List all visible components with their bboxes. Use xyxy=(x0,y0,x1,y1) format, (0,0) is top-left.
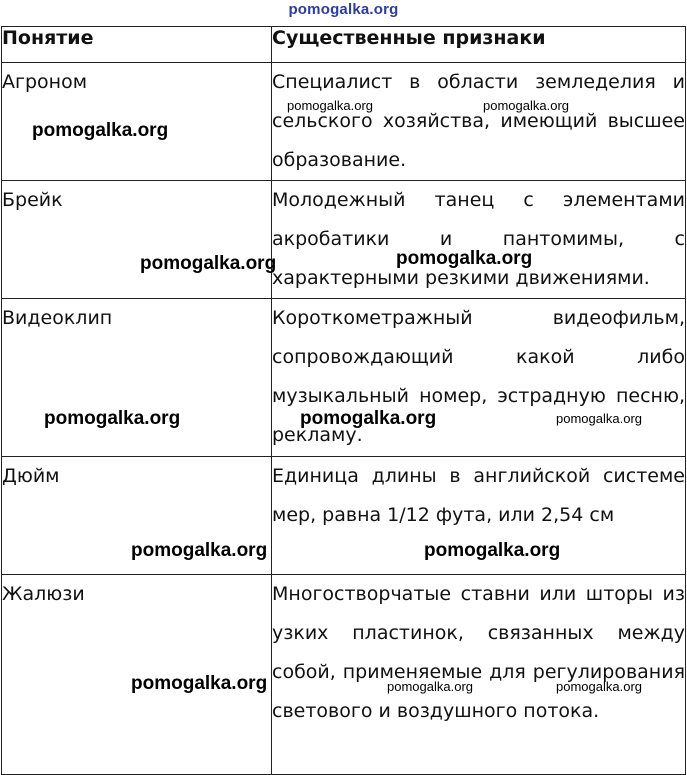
table-row xyxy=(2,575,686,775)
column-header-definition: Существенные признаки xyxy=(272,27,686,63)
term-cell: Брейк xyxy=(2,181,272,299)
definition-cell: Единица длины в английской системе мер, равна 1/12 фута, или 2,54 см xyxy=(272,457,686,575)
table-row xyxy=(2,63,686,181)
watermark-overlay: pomogalka.org xyxy=(32,120,169,141)
site-watermark-top: pomogalka.org xyxy=(288,1,399,18)
definition-cell: Специалист в области земледелия и сельского хозяйства, имеющий высшее образование. xyxy=(272,63,686,181)
watermark-overlay: pomogalka.org xyxy=(556,679,642,694)
watermark-overlay: pomogalka.org xyxy=(483,98,569,113)
watermark-overlay: pomogalka.org xyxy=(300,408,437,429)
watermark-overlay: pomogalka.org xyxy=(140,253,277,274)
column-header-term: Понятие xyxy=(2,27,272,63)
watermark-overlay: pomogalka.org xyxy=(556,411,642,426)
table-row xyxy=(2,181,686,299)
glossary-table xyxy=(1,26,686,775)
term-cell: Агроном xyxy=(2,63,272,181)
watermark-overlay: pomogalka.org xyxy=(44,408,181,429)
watermark-overlay: pomogalka.org xyxy=(131,540,268,561)
watermark-overlay: pomogalka.org xyxy=(424,540,561,561)
table-row xyxy=(2,299,686,457)
term-cell: Видеоклип xyxy=(2,299,272,457)
definition-cell: Многостворчатые ставни или шторы из узких пластинок, связанных между собой, применяемые для регулирования светового и воздушного потока. xyxy=(272,575,686,775)
table-row xyxy=(2,457,686,575)
watermark-overlay: pomogalka.org xyxy=(287,98,373,113)
definition-cell: Короткометражный видеофильм, сопровождающий какой либо музыкальный номер, эстрадную песню, рекламу. xyxy=(272,299,686,457)
term-cell: Жалюзи xyxy=(2,575,272,775)
watermark-overlay: pomogalka.org xyxy=(396,248,533,269)
term-cell: Дюйм xyxy=(2,457,272,575)
definition-cell: Молодежный танец с элементами акробатики и пантомимы, с характерными резкими движениями. xyxy=(272,181,686,299)
table-header-row xyxy=(2,27,686,63)
watermark-overlay: pomogalka.org xyxy=(387,679,473,694)
watermark-overlay: pomogalka.org xyxy=(131,673,268,694)
